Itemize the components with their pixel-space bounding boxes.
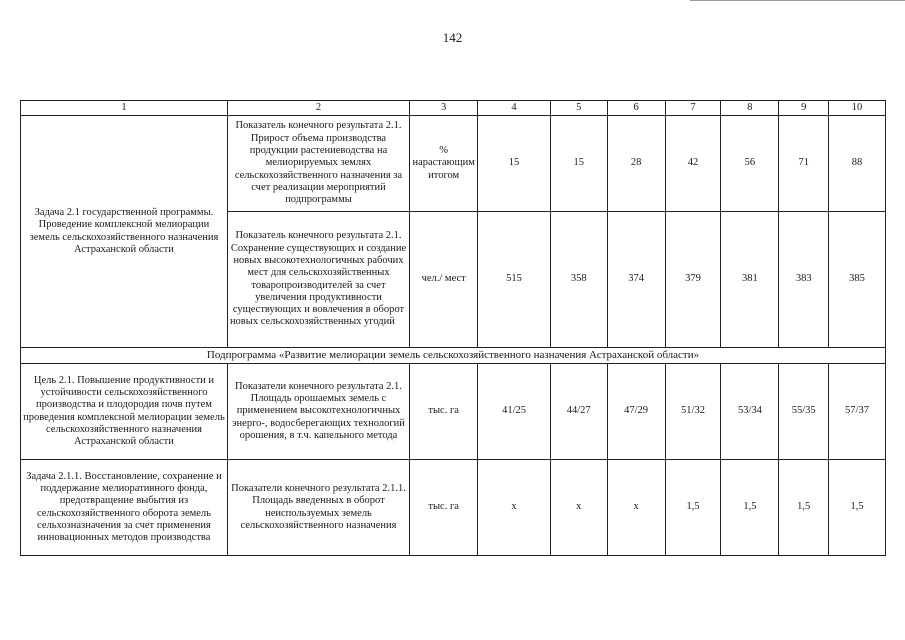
value-cell: 383: [779, 212, 829, 348]
value-cell: 1,5: [665, 460, 721, 556]
header-cell: 10: [829, 101, 886, 116]
value-cell: 358: [550, 212, 607, 348]
value-cell: 15: [478, 116, 550, 212]
indicator-cell: Показатель конечного результата 2.1. Сохранение существующих и создание новых высокотехнологичных рабочих мест для сельскохозяйственных товаропроизводителей за счет увеличения продуктивности существующих и вовлечения в оборот новых сельскохозяйственных угодий: [227, 212, 409, 348]
value-cell: 57/37: [829, 364, 886, 460]
value-cell: 1,5: [829, 460, 886, 556]
value-cell: 41/25: [478, 364, 550, 460]
value-cell: 47/29: [607, 364, 665, 460]
indicators-table: [20, 100, 886, 556]
value-cell: 515: [478, 212, 550, 348]
value-cell: 71: [779, 116, 829, 212]
value-cell: 88: [829, 116, 886, 212]
value-cell: 381: [721, 212, 779, 348]
task-cell: Задача 2.1 государственной программы. Проведение комплексной мелиорации земель сельскохозяйственного назначения Астраханской области: [21, 116, 228, 348]
table-row: [21, 460, 886, 556]
value-cell: x: [478, 460, 550, 556]
table-row: [21, 364, 886, 460]
top-rule: [690, 0, 905, 1]
value-cell: 28: [607, 116, 665, 212]
indicator-cell: Показатели конечного результата 2.1.1. Площадь введенных в оборот неиспользуемых земель сельскохозяйственного назначения: [227, 460, 409, 556]
header-cell: 2: [227, 101, 409, 116]
indicator-cell: Показатель конечного результата 2.1. Прирост объема производства продукции растениеводства на мелиорируемых землях сельскохозяйственного назначения за счет реализации мероприятий подпрограммы: [227, 116, 409, 212]
task-cell: Цель 2.1. Повышение продуктивности и устойчивости сельскохозяйственного производства и плодородия почв путем проведения комплексной мелиорации земель сельскохозяйственного назначения Астраханской области: [21, 364, 228, 460]
header-row: [21, 101, 886, 116]
indicator-cell: Показатели конечного результата 2.1. Площадь орошаемых земель с применением высокотехнологичных энерго-, водосберегающих технологий орошения, в т.ч. капельного метода: [227, 364, 409, 460]
subprogram-row: [21, 348, 886, 364]
value-cell: 56: [721, 116, 779, 212]
table-row: [21, 116, 886, 212]
header-cell: 3: [410, 101, 478, 116]
header-cell: 4: [478, 101, 550, 116]
value-cell: x: [607, 460, 665, 556]
value-cell: 55/35: [779, 364, 829, 460]
header-cell: 6: [607, 101, 665, 116]
header-cell: 9: [779, 101, 829, 116]
value-cell: 1,5: [721, 460, 779, 556]
value-cell: 15: [550, 116, 607, 212]
value-cell: 379: [665, 212, 721, 348]
header-cell: 1: [21, 101, 228, 116]
unit-cell: тыс. га: [410, 460, 478, 556]
header-cell: 5: [550, 101, 607, 116]
header-cell: 7: [665, 101, 721, 116]
value-cell: 1,5: [779, 460, 829, 556]
header-cell: 8: [721, 101, 779, 116]
subprogram-title: Подпрограмма «Развитие мелиорации земель сельскохозяйственного назначения Астраханской области»: [21, 348, 886, 364]
value-cell: 42: [665, 116, 721, 212]
value-cell: 44/27: [550, 364, 607, 460]
task-cell: Задача 2.1.1. Восстановление, сохранение и поддержание мелиоративного фонда, предотвращение выбытия из сельскохозяйственного оборота земель сельхозназначения за счет применения инновационных методов производства: [21, 460, 228, 556]
unit-cell: % нарастающим итогом: [410, 116, 478, 212]
value-cell: x: [550, 460, 607, 556]
page-number: 142: [442, 30, 463, 45]
value-cell: 374: [607, 212, 665, 348]
value-cell: 51/32: [665, 364, 721, 460]
value-cell: 385: [829, 212, 886, 348]
unit-cell: чел./ мест: [410, 212, 478, 348]
unit-cell: тыс. га: [410, 364, 478, 460]
value-cell: 53/34: [721, 364, 779, 460]
